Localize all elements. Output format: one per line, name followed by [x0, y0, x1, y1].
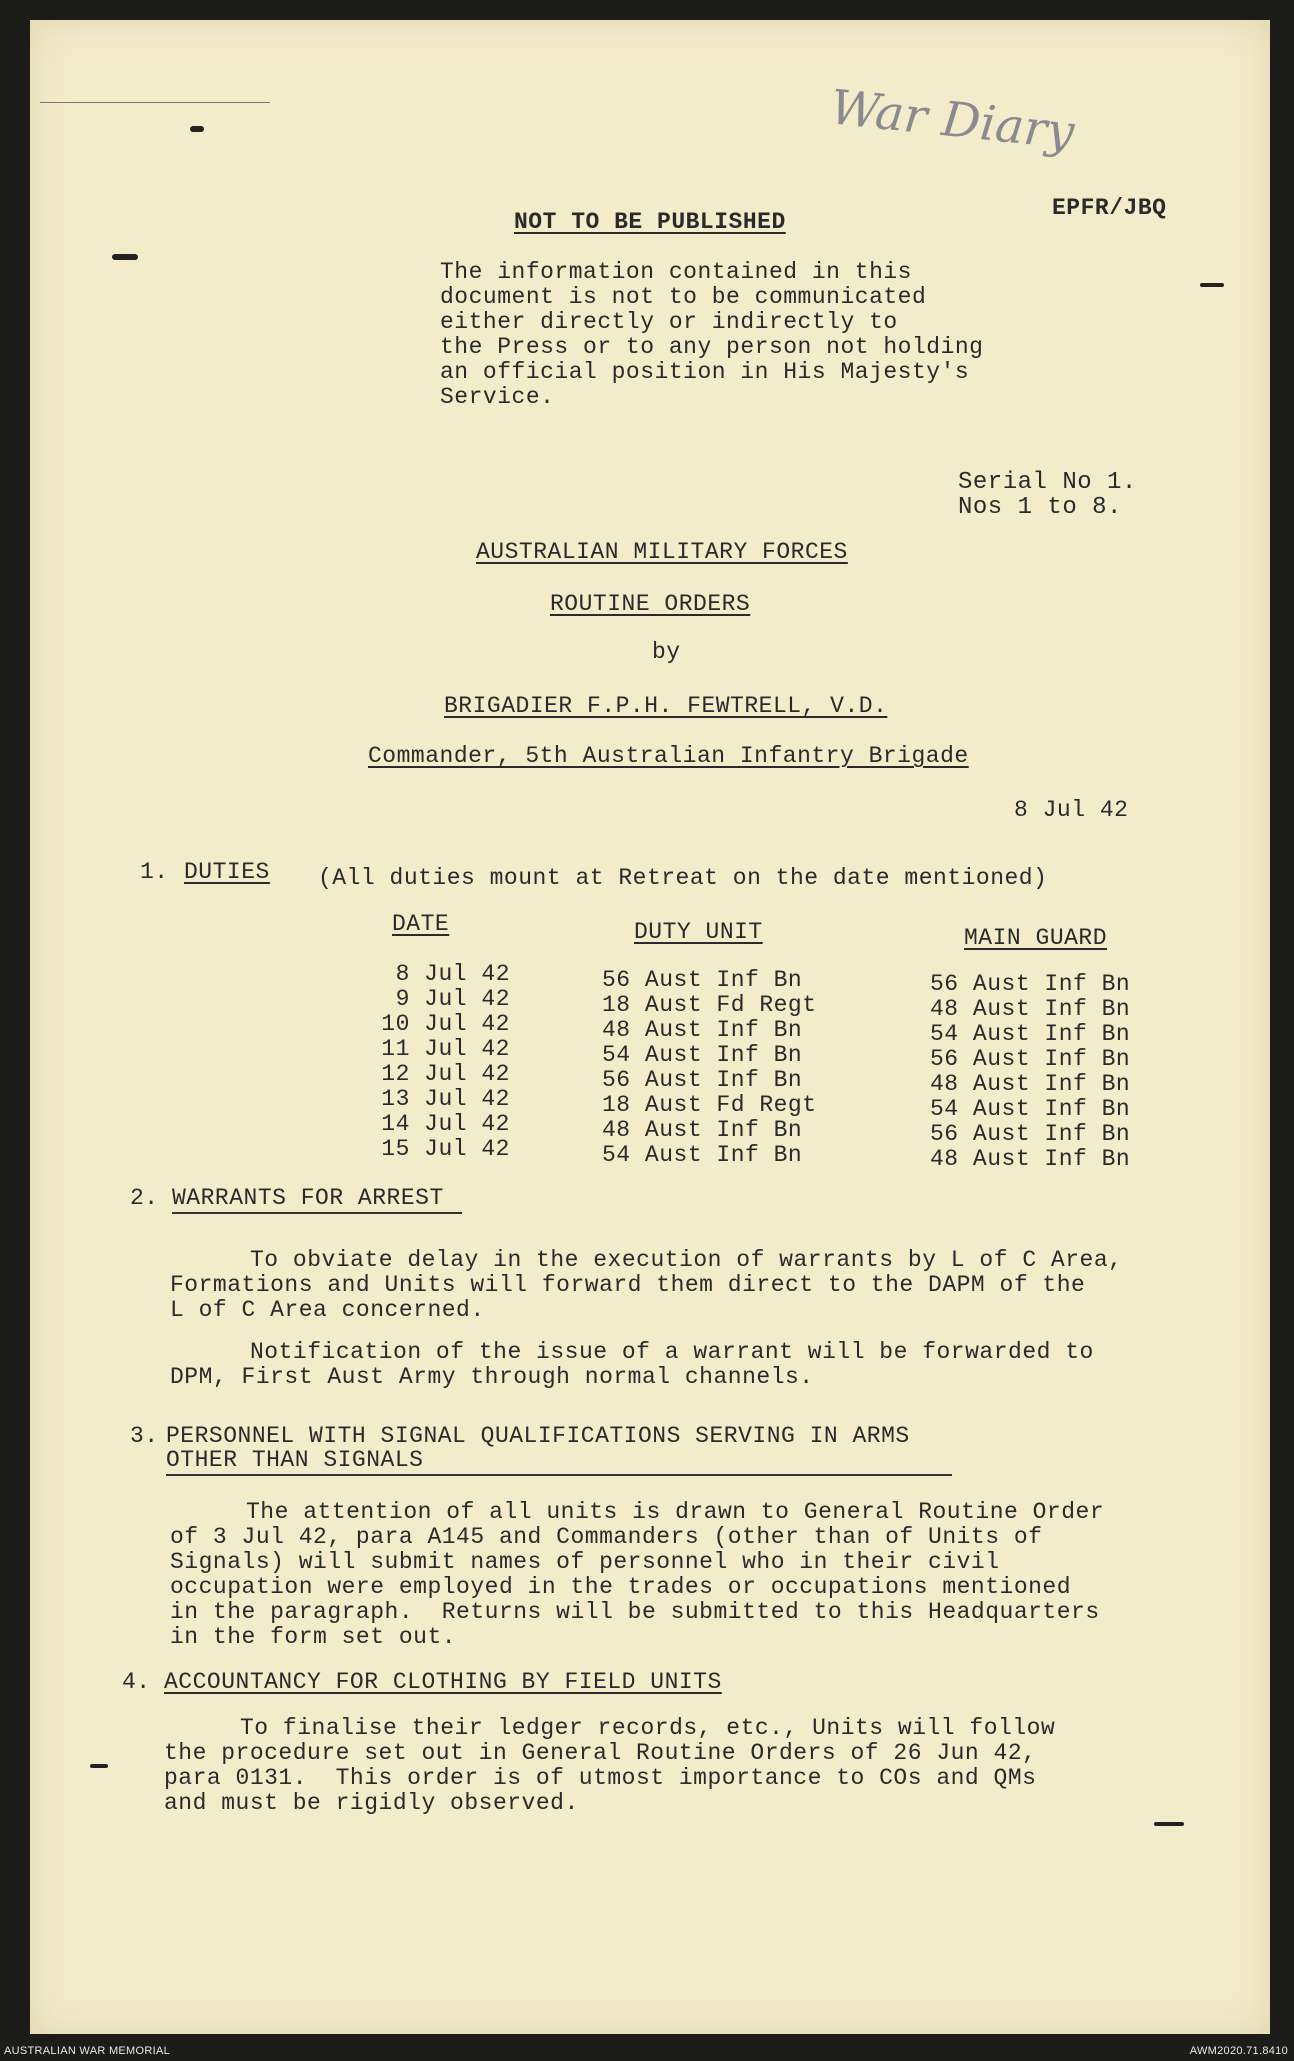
- table-cell: 48 Aust Inf Bn: [930, 996, 1131, 1022]
- org-title: AUSTRALIAN MILITARY FORCES: [476, 539, 848, 565]
- table-cell: 48 Aust Inf Bn: [602, 1017, 803, 1043]
- table-cell: 54 Aust Inf Bn: [930, 1021, 1131, 1047]
- table-cell: 56 Aust Inf Bn: [602, 967, 803, 993]
- table-cell: 56 Aust Inf Bn: [930, 971, 1131, 997]
- section-number: 1.: [140, 859, 169, 885]
- para-line: the procedure set out in General Routine Orders of 26 Jun 42,: [164, 1740, 1037, 1766]
- duties-unit-column: [602, 968, 817, 1168]
- punch-mark: [1154, 1822, 1184, 1826]
- restriction-line: Service.: [440, 384, 555, 410]
- restriction-line: an official position in His Majesty's: [440, 359, 970, 385]
- table-cell: 56 Aust Inf Bn: [930, 1046, 1131, 1072]
- by-line: by: [652, 639, 681, 665]
- column-header-date: DATE: [392, 911, 450, 937]
- para-line: To finalise their ledger records, etc., Units will follow: [240, 1715, 1056, 1741]
- restriction-text: [440, 260, 984, 410]
- fold-line: [40, 102, 270, 103]
- table-cell: 11 Jul 42: [381, 1036, 510, 1062]
- serial-line: Serial No 1.: [958, 469, 1137, 496]
- serial-line: Nos 1 to 8.: [958, 494, 1122, 521]
- warrants-heading: WARRANTS FOR ARREST: [172, 1185, 444, 1211]
- punch-mark: [112, 254, 138, 260]
- table-cell: 18 Aust Fd Regt: [602, 992, 817, 1018]
- clothing-heading: ACCOUNTANCY FOR CLOTHING BY FIELD UNITS: [164, 1669, 722, 1695]
- duties-date-column: [370, 962, 510, 1162]
- section-number: 4.: [122, 1669, 151, 1695]
- heading-underline: [172, 1212, 462, 1214]
- warrants-para-1: [170, 1248, 1122, 1323]
- punch-mark: [1200, 283, 1224, 287]
- table-cell: 48 Aust Inf Bn: [930, 1146, 1131, 1172]
- duties-heading: DUTIES: [184, 859, 270, 885]
- column-header-main-guard: MAIN GUARD: [964, 925, 1108, 951]
- table-cell: 48 Aust Inf Bn: [602, 1117, 803, 1143]
- footer-right: AWM2020.71.8410: [1189, 2045, 1288, 2057]
- table-cell: 13 Jul 42: [381, 1086, 510, 1112]
- personnel-heading-line-2: OTHER THAN SIGNALS: [166, 1447, 424, 1473]
- footer-left: AUSTRALIAN WAR MEMORIAL: [4, 2045, 171, 2057]
- table-cell: 48 Aust Inf Bn: [930, 1071, 1131, 1097]
- table-cell: 54 Aust Inf Bn: [930, 1096, 1131, 1122]
- table-cell: 12 Jul 42: [381, 1061, 510, 1087]
- para-line: para 0131. This order is of utmost importance to COs and QMs: [164, 1765, 1037, 1791]
- personnel-heading-line-1: PERSONNEL WITH SIGNAL QUALIFICATIONS SERVING IN ARMS: [166, 1423, 910, 1449]
- para-line: L of C Area concerned.: [170, 1297, 485, 1323]
- para-line: occupation were employed in the trades or occupations mentioned: [170, 1574, 1072, 1600]
- restriction-line: the Press or to any person not holding: [440, 334, 984, 360]
- table-cell: 8 Jul 42: [395, 961, 510, 987]
- serial-number: [958, 470, 1137, 520]
- table-cell: 54 Aust Inf Bn: [602, 1142, 803, 1168]
- duties-note: (All duties mount at Retreat on the date mentioned): [318, 865, 1048, 891]
- table-cell: 18 Aust Fd Regt: [602, 1092, 817, 1118]
- para-line: The attention of all units is drawn to General Routine Order: [246, 1499, 1105, 1525]
- para-line: Signals) will submit names of personnel who in their civil: [170, 1549, 1000, 1575]
- clothing-para: [164, 1716, 1055, 1816]
- table-cell: 56 Aust Inf Bn: [602, 1067, 803, 1093]
- para-line: Notification of the issue of a warrant will be forwarded to: [250, 1339, 1094, 1365]
- officer-role: Commander, 5th Australian Infantry Brigade: [368, 743, 969, 769]
- para-line: Formations and Units will forward them direct to the DAPM of the: [170, 1272, 1086, 1298]
- para-line: of 3 Jul 42, para A145 and Commanders (other than of Units of: [170, 1524, 1043, 1550]
- order-date: 8 Jul 42: [1014, 797, 1129, 823]
- restriction-line: either directly or indirectly to: [440, 309, 898, 335]
- section-number: 3.: [130, 1423, 159, 1449]
- para-line: in the form set out.: [170, 1624, 457, 1650]
- para-line: and must be rigidly observed.: [164, 1790, 579, 1816]
- table-cell: 9 Jul 42: [395, 986, 510, 1012]
- para-line: DPM, First Aust Army through normal channels.: [170, 1364, 814, 1390]
- restriction-heading: NOT TO BE PUBLISHED: [514, 209, 786, 235]
- restriction-line: The information contained in this: [440, 259, 912, 285]
- table-cell: 14 Jul 42: [381, 1111, 510, 1137]
- punch-mark: [190, 126, 204, 132]
- personnel-para: [170, 1500, 1104, 1650]
- para-line: To obviate delay in the execution of warrants by L of C Area,: [250, 1247, 1123, 1273]
- doc-title: ROUTINE ORDERS: [550, 591, 751, 617]
- para-line: in the paragraph. Returns will be submitted to this Headquarters: [170, 1599, 1100, 1625]
- handwritten-note: War Diary: [827, 79, 1077, 161]
- table-cell: 56 Aust Inf Bn: [930, 1121, 1131, 1147]
- column-header-duty-unit: DUTY UNIT: [634, 919, 763, 945]
- duties-guard-column: [930, 972, 1130, 1172]
- warrants-para-2: [170, 1340, 1094, 1390]
- heading-underline: [166, 1474, 952, 1476]
- table-cell: 15 Jul 42: [381, 1136, 510, 1162]
- table-cell: 54 Aust Inf Bn: [602, 1042, 803, 1068]
- officer-name: BRIGADIER F.P.H. FEWTRELL, V.D.: [444, 693, 888, 719]
- reference-code: EPFR/JBQ: [1052, 195, 1167, 221]
- section-number: 2.: [130, 1185, 159, 1211]
- restriction-line: document is not to be communicated: [440, 284, 927, 310]
- punch-mark: [90, 1764, 108, 1768]
- table-cell: 10 Jul 42: [381, 1011, 510, 1037]
